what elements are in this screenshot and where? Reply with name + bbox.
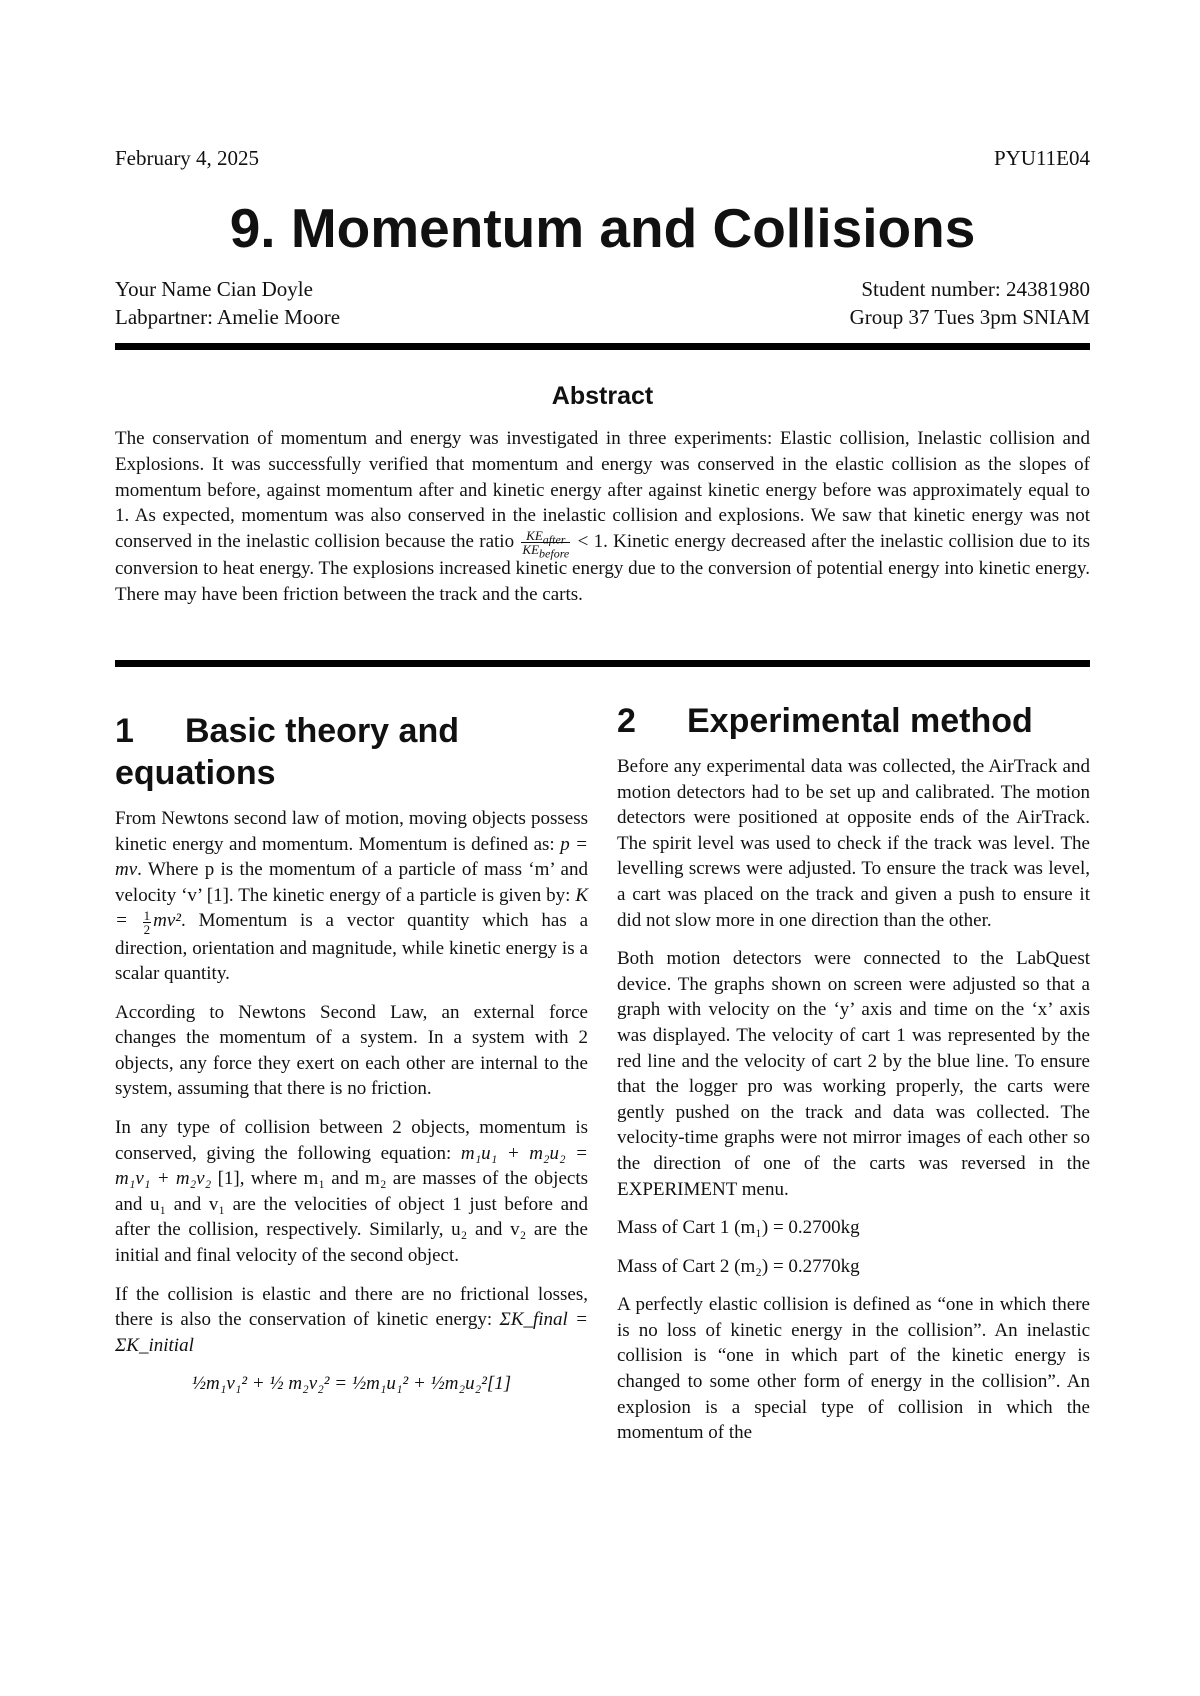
paragraph: In any type of collision between 2 objects, momentum is conserved, giving the following equation: m₁u₁ + m₂u₂ = m₁v₁ + m₂v₂ [1], where m₁ and m₂ are masses of the objects and u₁ and v₁ are the velocities of object 1 just before and after the collision, respectively. Similarly, u₂ and v₂ are the initial and final velocity of the second object.: [115, 1117, 588, 1267]
author-row: [115, 277, 1090, 302]
student-number: Student number: 24381980: [861, 277, 1090, 301]
ratio-tail: < 1.: [577, 531, 608, 553]
paragraph: Both motion detectors were connected to the LabQuest device. The graphs shown on screen were adjusted so that a graph with velocity on the ‘y’ axis and time on the ‘x’ axis was displayed. The velocity of cart 1 was represented by the red line and the velocity of cart 2 by the blue line. To ensure that the logger pro was working properly, the carts were gently pushed on the track and data was collected. The velocity-time graphs were not mirror images of each other so the direction of one of the carts was reversed in the EXPERIMENT menu.: [617, 948, 1090, 1200]
header-rule: [115, 343, 1090, 350]
date: February 4, 2025: [115, 146, 260, 170]
paragraph: According to Newtons Second Law, an external force changes the momentum of a system. In a system with 2 objects, any force they exert on each other are internal to the system, assuming that there is no friction.: [115, 1001, 588, 1100]
paragraph: From Newtons second law of motion, moving objects possess kinetic energy and momentum. Momentum is defined as: p = mv. Where p is the momentum of a particle of mass ‘m’ and velocity ‘v’ [1]. The kinetic energy of a particle is given by: K = $\frac{1}{2}$ mv². Momentum is a vector quantity which has a direction, orientation and magnitude, while kinetic energy is a scalar quantity.: [115, 808, 589, 985]
group-info: Group 37 Tues 3pm SNIAM: [849, 305, 1090, 329]
mass-cart-1: Mass of Cart 1 (m₁) = 0.2700kg: [617, 1217, 860, 1239]
mass-cart-2: Mass of Cart 2 (m₂) = 0.2770kg: [617, 1255, 860, 1277]
abstract-text-2: Kinetic energy decreased after the inelastic collision due to its conversion to heat energy. The explosions increased kinetic energy due to the conversion of potential energy into kinetic energy. There may have been friction between the track and the carts.: [115, 531, 1091, 606]
section-1-heading: 1 Basic theory and equations: [115, 712, 459, 792]
paragraph: If the collision is elastic and there are no frictional losses, there is also the conservation of kinetic energy: ΣK_final = ΣK_initial: [115, 1283, 589, 1356]
paragraph: Before any experimental data was collected, the AirTrack and motion detectors had to be set up and calibrated. The motion detectors were positioned at opposite ends of the AirTrack. The spirit level was used to check if the track was level. The levelling screws were adjusted. To ensure the track was level, a cart was placed on the track and given a push to ensure it did not slow more in one direction than the other.: [617, 756, 1090, 931]
author-name: Your Name Cian Doyle: [115, 277, 313, 301]
header-top-row: [115, 146, 1090, 171]
half-fraction: $\frac{1}{2}$: [143, 907, 151, 937]
ke-ratio: $\frac{KE_{after}}{KE_{before}}$: [522, 528, 570, 561]
abstract-heading: Abstract: [551, 382, 654, 410]
page-title: 9. Momentum and Collisions: [229, 197, 976, 259]
abstract-rule: [115, 660, 1090, 667]
paragraph: A perfectly elastic collision is defined as “one in which there is no loss of kinetic energy in the collision”. An inelastic collision is “one in which part of the kinetic energy is changed to some other form of energy in the collision”. An explosion is a special type of collision in which the momentum of the: [617, 1294, 1090, 1444]
section-experimental-method: [617, 700, 1090, 1459]
partner-row: [115, 305, 1090, 330]
lab-partner: Labpartner: Amelie Moore: [115, 305, 341, 329]
course-code: PYU11E04: [993, 146, 1090, 170]
section-basic-theory: [115, 710, 588, 1397]
abstract-text: [115, 426, 1090, 608]
section-2-heading: 2 Experimental method: [617, 702, 1033, 740]
kinetic-energy-equation: ½m₁v₁² + ½ m₂v₂² = ½m₁u₁² + ½m₂u₂²[1]: [191, 1373, 512, 1395]
abstract-text-1: The conservation of momentum and energy was investigated in three experiments: Elastic collision, Inelastic collision and Explosions. It was successfully verified that momentum and energy was conserved in the elastic collision as the slopes of momentum before, against momentum after and kinetic energy after against kinetic energy before was approximately equal to 1. As expected, momentum was also conserved in the inelastic collision and explosions. We saw that kinetic energy was not conserved in the inelastic collision because the ratio: [115, 428, 1090, 553]
